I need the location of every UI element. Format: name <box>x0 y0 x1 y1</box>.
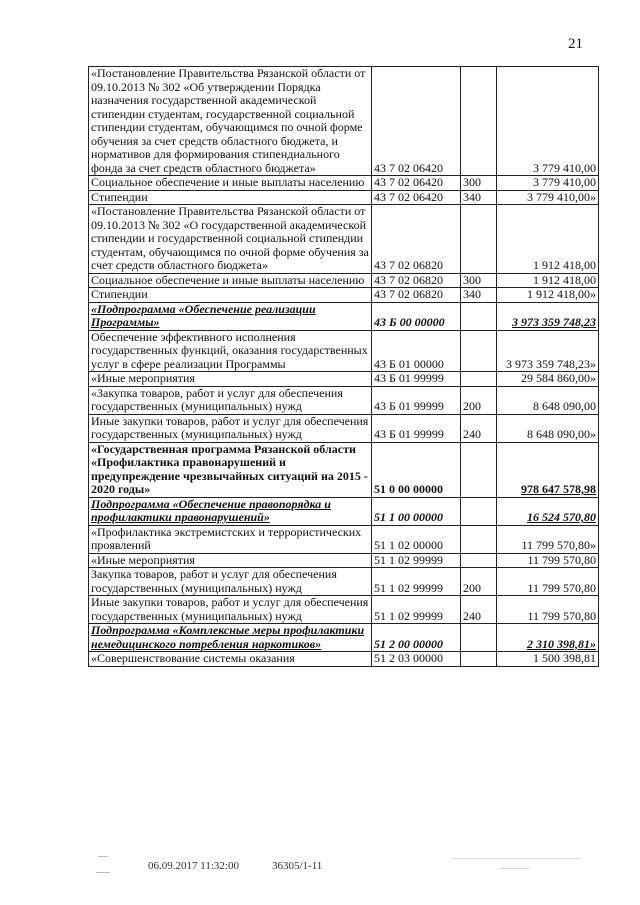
table-row <box>89 288 599 303</box>
row-name-cell: Закупка товаров, работ и услуг для обеспечения государственных (муниципальных) нужд <box>89 568 372 596</box>
row-name-cell: Социальное обеспечение и иные выплаты населению <box>89 273 372 288</box>
table-row <box>89 624 599 652</box>
row-code-cell: 43 7 02 06820 <box>372 205 461 274</box>
row-sum-cell: 11 799 570,80» <box>497 525 599 553</box>
row-type-cell <box>461 553 497 568</box>
row-sum-cell: 1 912 418,00 <box>497 273 599 288</box>
row-sum-cell: 11 799 570,80 <box>497 553 599 568</box>
row-sum-cell: 8 648 090,00 <box>497 386 599 414</box>
row-sum-cell: 1 912 418,00 <box>497 205 599 274</box>
row-type-cell: 240 <box>461 596 497 624</box>
table-row <box>89 596 599 624</box>
row-code-cell: 51 2 00 00000 <box>372 624 461 652</box>
row-code-cell: 43 7 02 06420 <box>372 190 461 205</box>
scan-mark <box>98 856 108 857</box>
row-code-cell: 51 1 02 99999 <box>372 596 461 624</box>
table-row <box>89 414 599 442</box>
table-row <box>89 553 599 568</box>
row-name-cell: «Постановление Правительства Рязанской области от 09.10.2013 № 302 «О государственной академической стипендии и государственной социальной стипендии студентам, обучающимся по очной форме обучения за счет средств областного бюджета» <box>89 205 372 274</box>
scan-mark <box>96 872 110 873</box>
row-type-cell <box>461 442 497 497</box>
row-name-cell: Обеспечение эффективного исполнения государственных функций, оказания государственных услуг в сфере реализации Программы <box>89 330 372 372</box>
row-code-cell: 51 1 00 00000 <box>372 497 461 525</box>
row-name-cell: «Постановление Правительства Рязанской области от 09.10.2013 № 302 «Об утверждении Порядка назначения государственной академической стипендии студентам, государственной социальной стипендии студентам, обучающимся по очной форме обучения за счет средств областного бюджета, и нормативов для формирования стипендиального фонда за счет средств областного бюджета» <box>89 67 372 176</box>
footer-document-code: 36305/1-11 <box>272 860 323 872</box>
row-code-cell: 43 Б 00 00000 <box>372 302 461 330</box>
row-name-cell: Стипендии <box>89 288 372 303</box>
row-name-cell: Подпрограмма «Обеспечение правопорядка и профилактики правонарушений» <box>89 497 372 525</box>
scan-mark <box>500 868 530 869</box>
row-type-cell: 200 <box>461 386 497 414</box>
row-type-cell: 240 <box>461 414 497 442</box>
row-sum-cell: 3 779 410,00 <box>497 176 599 191</box>
budget-table <box>88 66 599 667</box>
row-code-cell: 51 1 02 00000 <box>372 525 461 553</box>
row-sum-cell: 3 779 410,00 <box>497 67 599 176</box>
row-type-cell: 340 <box>461 288 497 303</box>
row-code-cell: 43 7 02 06820 <box>372 288 461 303</box>
row-code-cell: 43 7 02 06420 <box>372 67 461 176</box>
page-number: 21 <box>568 36 583 52</box>
row-name-cell: «Совершенствование системы оказания <box>89 652 372 667</box>
row-name-cell: «Подпрограмма «Обеспечение реализации Программы» <box>89 302 372 330</box>
row-type-cell <box>461 205 497 274</box>
row-type-cell: 300 <box>461 273 497 288</box>
table-row <box>89 568 599 596</box>
row-code-cell: 43 7 02 06420 <box>372 176 461 191</box>
row-name-cell: Стипендии <box>89 190 372 205</box>
table-row <box>89 442 599 497</box>
footer-timestamp: 06.09.2017 11:32:00 <box>148 860 239 872</box>
row-code-cell: 51 2 03 00000 <box>372 652 461 667</box>
row-type-cell <box>461 67 497 176</box>
row-code-cell: 43 7 02 06820 <box>372 273 461 288</box>
row-sum-cell: 11 799 570,80 <box>497 596 599 624</box>
row-code-cell: 43 Б 01 99999 <box>372 372 461 387</box>
row-sum-cell: 8 648 090,00» <box>497 414 599 442</box>
table-row <box>89 372 599 387</box>
row-sum-cell: 29 584 860,00» <box>497 372 599 387</box>
row-sum-cell: 2 310 398,81» <box>497 624 599 652</box>
row-name-cell: «Государственная программа Рязанской области «Профилактика правонарушений и предупреждение чрезвычайных ситуаций на 2015 - 2020 годы» <box>89 442 372 497</box>
row-code-cell: 43 Б 01 99999 <box>372 386 461 414</box>
row-name-cell: «Иные мероприятия <box>89 553 372 568</box>
row-sum-cell: 3 779 410,00» <box>497 190 599 205</box>
row-code-cell: 51 1 02 99999 <box>372 553 461 568</box>
row-name-cell: Иные закупки товаров, работ и услуг для обеспечения государственных (муниципальных) нужд <box>89 596 372 624</box>
table-row <box>89 525 599 553</box>
row-type-cell <box>461 372 497 387</box>
row-sum-cell: 11 799 570,80 <box>497 568 599 596</box>
row-type-cell <box>461 624 497 652</box>
row-code-cell: 51 0 00 00000 <box>372 442 461 497</box>
row-type-cell <box>461 525 497 553</box>
scan-mark <box>452 858 582 859</box>
row-name-cell: Подпрограмма «Комплексные меры профилактики немедицинского потребления наркотиков» <box>89 624 372 652</box>
table-row <box>89 190 599 205</box>
row-name-cell: Социальное обеспечение и иные выплаты населению <box>89 176 372 191</box>
row-type-cell <box>461 330 497 372</box>
row-sum-cell: 978 647 578,98 <box>497 442 599 497</box>
row-type-cell: 340 <box>461 190 497 205</box>
row-sum-cell: 3 973 359 748,23 <box>497 302 599 330</box>
table-row <box>89 330 599 372</box>
table-row <box>89 386 599 414</box>
table-row <box>89 273 599 288</box>
row-sum-cell: 16 524 570,80 <box>497 497 599 525</box>
row-name-cell: «Профилактика экстремистских и террористических проявлений <box>89 525 372 553</box>
table-row <box>89 497 599 525</box>
row-type-cell <box>461 497 497 525</box>
row-name-cell: «Иные мероприятия <box>89 372 372 387</box>
row-type-cell <box>461 652 497 667</box>
table-row <box>89 652 599 667</box>
row-type-cell <box>461 302 497 330</box>
row-type-cell: 200 <box>461 568 497 596</box>
table-row <box>89 205 599 274</box>
row-code-cell: 43 Б 01 00000 <box>372 330 461 372</box>
row-name-cell: Иные закупки товаров, работ и услуг для обеспечения государственных (муниципальных) нужд <box>89 414 372 442</box>
row-code-cell: 51 1 02 99999 <box>372 568 461 596</box>
row-sum-cell: 1 500 398,81 <box>497 652 599 667</box>
row-name-cell: «Закупка товаров, работ и услуг для обеспечения государственных (муниципальных) нужд <box>89 386 372 414</box>
row-type-cell: 300 <box>461 176 497 191</box>
table-row <box>89 67 599 176</box>
row-sum-cell: 1 912 418,00» <box>497 288 599 303</box>
row-code-cell: 43 Б 01 99999 <box>372 414 461 442</box>
row-sum-cell: 3 973 359 748,23» <box>497 330 599 372</box>
budget-table-body <box>89 67 599 667</box>
table-row <box>89 176 599 191</box>
table-row <box>89 302 599 330</box>
